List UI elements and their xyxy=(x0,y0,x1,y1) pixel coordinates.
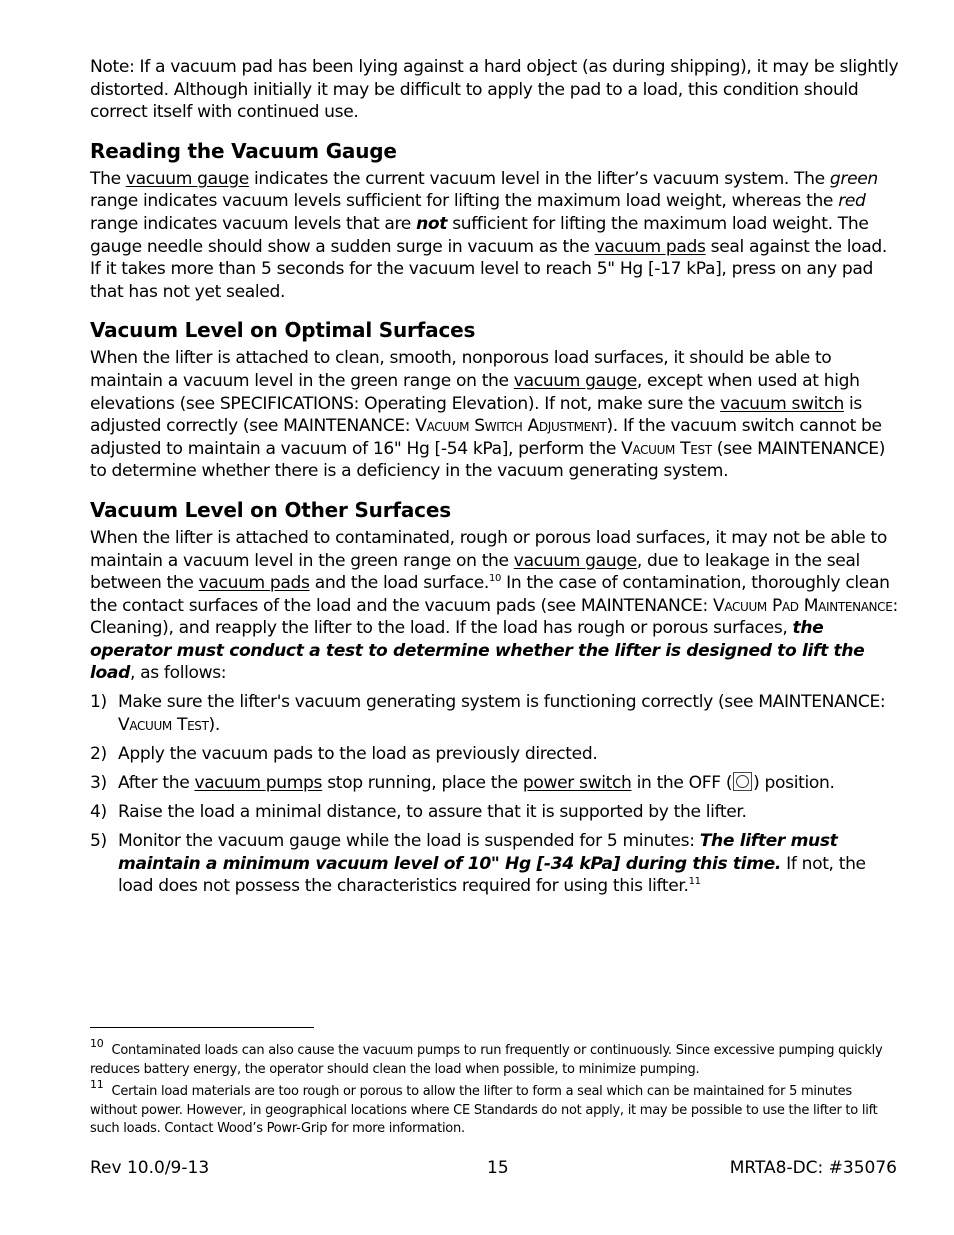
term-vacuum-gauge: vacuum gauge xyxy=(513,370,637,391)
list-item xyxy=(90,801,900,824)
text: When the lifter is attached to clean, smooth, nonporous load surfaces, it should be able to maintain a vacuum level in the green range on the xyxy=(90,348,832,391)
paragraph-optimal-surfaces xyxy=(90,347,900,483)
text: : Cleaning), and reapply the lifter to the load. If the load has rough or porous surfaces, xyxy=(90,595,898,639)
step-text xyxy=(118,772,900,795)
text: In the case of contamination, thoroughly clean the contact surfaces of the load and the vacuum pads (see MAINTENANCE: xyxy=(90,573,890,616)
list-item xyxy=(90,691,900,736)
text: and the load surface. xyxy=(309,573,490,594)
text: in the OFF ( xyxy=(631,772,733,793)
footnote-divider xyxy=(90,1027,314,1028)
text: range indicates vacuum levels sufficient for lifting the maximum load weight, whereas the xyxy=(90,191,839,212)
text: The xyxy=(90,168,126,189)
emphasis-minimum-vacuum: The lifter must maintain a minimum vacuum level of 10" Hg [-34 kPa] during this time. xyxy=(118,831,838,874)
ref-vacuum-pad-maintenance: Vacuum Pad Maintenance xyxy=(713,595,893,616)
term-vacuum-pumps: vacuum pumps xyxy=(194,772,323,793)
step-number: 5) xyxy=(90,831,107,852)
list-item xyxy=(90,830,900,898)
term-vacuum-gauge: vacuum gauge xyxy=(125,168,249,189)
step-text xyxy=(118,830,900,898)
ref-vacuum-switch-adjustment: Vacuum Switch Adjustment xyxy=(415,416,607,437)
footnote-11 xyxy=(90,1078,902,1139)
text: Apply the vacuum pads to the load as previously directed. xyxy=(118,743,598,764)
step-text xyxy=(118,801,900,824)
paragraph-reading-vacuum-gauge xyxy=(90,168,900,304)
text: When the lifter is attached to contaminated, rough or porous load surfaces, it may not be able to maintain a vacuum level in the green range on the xyxy=(90,527,888,571)
emphasis-operator-test: the operator must conduct a test to determine whether the lifter is designed to lift the load xyxy=(90,618,865,684)
text: Make sure the lifter's vacuum generating system is functioning correctly (see MAINTENANCE: xyxy=(118,692,886,713)
ref-vacuum-test: Vacuum Test xyxy=(621,438,712,459)
term-vacuum-pads: vacuum pads xyxy=(198,573,310,594)
text: After the xyxy=(118,772,195,793)
text: is adjusted correctly (see MAINTENANCE: xyxy=(90,393,862,437)
page-footer xyxy=(90,1157,897,1181)
heading-other-surfaces: Vacuum Level on Other Surfaces xyxy=(90,497,451,522)
emphasis-not: not xyxy=(416,213,448,234)
heading-reading-vacuum-gauge: Reading the Vacuum Gauge xyxy=(90,138,397,163)
footnotes xyxy=(90,1037,902,1143)
term-green: green xyxy=(829,168,878,189)
footer-revision: Rev 10.0/9-13 xyxy=(90,1158,210,1178)
text: , due to leakage in the seal between the xyxy=(90,550,860,594)
page-content xyxy=(90,56,900,904)
text: , except when used at high elevations (see SPECIFICATIONS: Operating Elevation). If not, make sure the xyxy=(90,370,860,414)
text: ) position. xyxy=(753,772,835,793)
list-item xyxy=(90,743,900,766)
footnote-10 xyxy=(90,1037,902,1079)
ref-vacuum-test: Vacuum Test xyxy=(118,714,209,735)
text: , as follows: xyxy=(129,663,227,684)
footer-page-number: 15 xyxy=(487,1158,509,1178)
term-power-switch: power switch xyxy=(522,772,632,793)
text: (see MAINTENANCE) to determine whether there is a deficiency in the vacuum generating system. xyxy=(90,438,886,482)
test-steps-list xyxy=(90,691,900,898)
footnote-text: Contaminated loads can also cause the vacuum pumps to run frequently or continuously. Since excessive pumping quickly reduces battery energy, the operator should clean the load when possible, to minimize pumping. xyxy=(90,1043,883,1077)
step-number: 1) xyxy=(90,692,107,713)
term-red: red xyxy=(838,191,866,212)
step-number: 3) xyxy=(90,772,107,793)
footnote-number: 11 xyxy=(90,1078,104,1091)
text: ). If the vacuum switch cannot be adjusted to maintain a vacuum of 16" Hg [-54 kPa], perform the xyxy=(90,416,882,459)
step-text xyxy=(118,691,900,736)
text: Monitor the vacuum gauge while the load is suspended for 5 minutes: xyxy=(118,831,700,852)
footnote-text: Certain load materials are too rough or porous to allow the lifter to form a seal which can be maintained for 5 minutes without power. However, in geographical locations where CE Standards do not apply, it may be possible to use the lifter to lift such loads. Contact Wood’s Powr-Grip for more information. xyxy=(90,1084,878,1136)
step-number: 4) xyxy=(90,801,107,822)
paragraph-other-surfaces xyxy=(90,527,900,685)
text: seal against the load. If it takes more than 5 seconds for the vacuum level to reach 5" Hg [-17 kPa], press on any pad that has not yet sealed. xyxy=(90,236,887,302)
text: sufficient for lifting the maximum load weight. The gauge needle should show a sudden surge in vacuum as the xyxy=(90,213,869,257)
note-paragraph: Note: If a vacuum pad has been lying against a hard object (as during shipping), it may be slightly distorted. Although initially it may be difficult to apply the pad to a load, this condition should correct itself with continued use. xyxy=(90,57,899,123)
text: indicates the current vacuum level in the lifter’s vacuum system. The xyxy=(248,168,830,189)
step-text xyxy=(118,743,900,766)
text: range indicates vacuum levels that are xyxy=(90,213,417,234)
footnote-ref-11: 11 xyxy=(688,876,701,888)
text: stop running, place the xyxy=(322,772,523,793)
term-vacuum-pads: vacuum pads xyxy=(594,236,706,257)
text: ). xyxy=(208,714,220,735)
footnote-number: 10 xyxy=(90,1037,104,1050)
term-vacuum-gauge: vacuum gauge xyxy=(513,550,637,571)
term-vacuum-switch: vacuum switch xyxy=(720,393,844,414)
heading-optimal-surfaces: Vacuum Level on Optimal Surfaces xyxy=(90,318,476,343)
text: Raise the load a minimal distance, to assure that it is supported by the lifter. xyxy=(118,801,747,822)
step-number: 2) xyxy=(90,743,107,764)
footnote-ref-10: 10 xyxy=(489,573,502,585)
text: If not, the load does not possess the characteristics required for using this lifter. xyxy=(118,853,866,897)
footer-document-id: MRTA8-DC: #35076 xyxy=(729,1158,897,1178)
off-position-icon xyxy=(733,772,752,791)
list-item xyxy=(90,772,900,795)
